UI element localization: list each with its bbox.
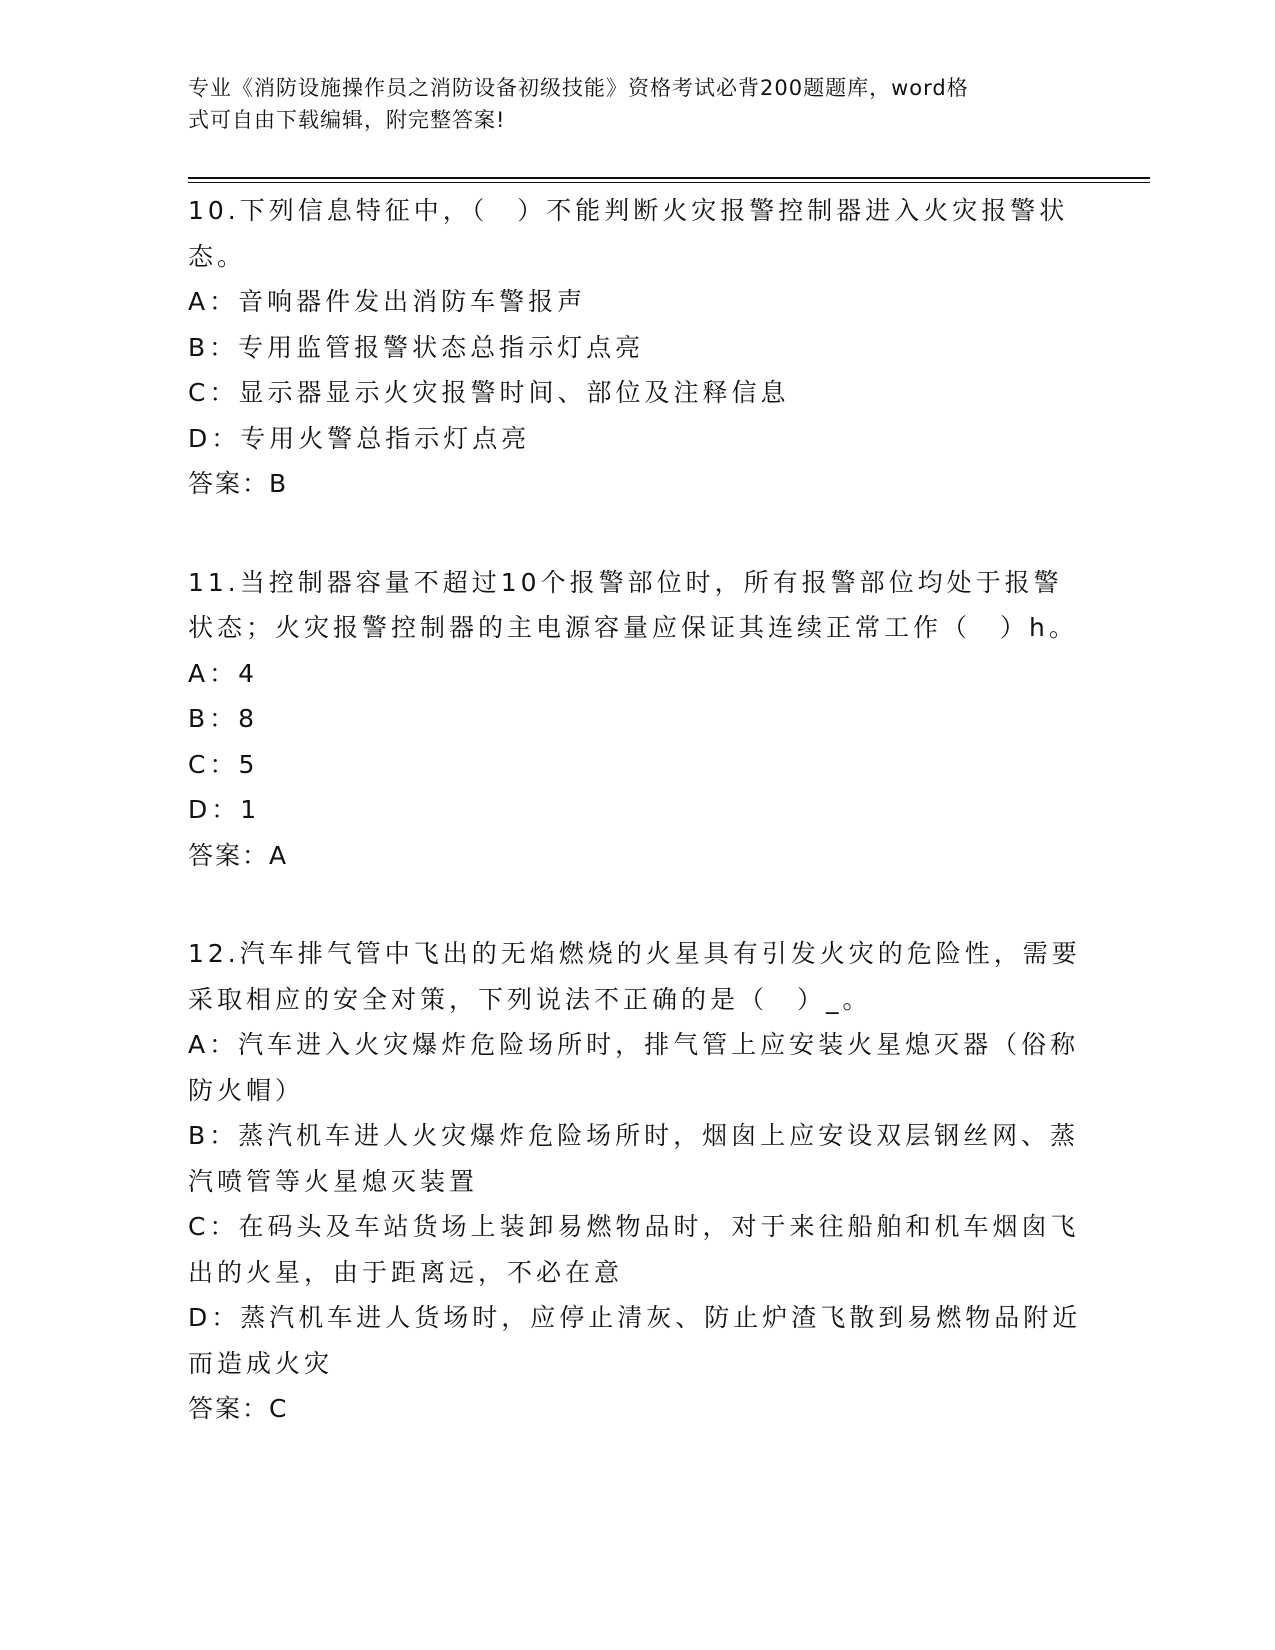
option-b: B：专用监管报警状态总指示灯点亮 xyxy=(188,332,645,362)
question-stem: 采取相应的安全对策，下列说法不正确的是（ ）_。 xyxy=(188,984,872,1014)
question-stem: 12.汽车排气管中飞出的无焰燃烧的火星具有引发火灾的危险性，需要 xyxy=(188,939,1081,968)
question-stem: 状态；火灾报警控制器的主电源容量应保证其连续正常工作（ ）h。 xyxy=(188,613,1078,642)
document-header xyxy=(188,72,1068,136)
answer-label: 答案：C xyxy=(188,1394,289,1423)
option-a-continued: 防火帽） xyxy=(188,1075,305,1105)
answer-label: 答案：B xyxy=(188,469,289,498)
header-divider-thin xyxy=(188,182,1150,183)
header-line: 专业《消防设施操作员之消防设备初级技能》资格考试必背200题题库，word格 xyxy=(188,76,969,100)
option-d: D：专用火警总指示灯点亮 xyxy=(188,423,531,453)
option-b: B：8 xyxy=(188,704,259,733)
question-stem: 10.下列信息特征中，（ ）不能判断火灾报警控制器进入火灾报警状 xyxy=(188,196,1069,225)
question-stem: 态。 xyxy=(188,241,247,271)
header-line: 式可自由下载编辑，附完整答案! xyxy=(188,108,506,132)
question-list xyxy=(188,188,1082,1485)
option-c: C：5 xyxy=(188,749,259,779)
question-stem: 11.当控制器容量不超过10个报警部位时，所有报警部位均处于报警 xyxy=(188,567,1063,597)
option-d: D：蒸汽机车进人货场时，应停止清灰、防止炉渣飞散到易燃物品附近 xyxy=(188,1303,1082,1332)
answer-label: 答案：A xyxy=(188,840,289,870)
option-c: C：在码头及车站货场上装卸易燃物品时，对于来往船舶和机车烟囱飞 xyxy=(188,1212,1080,1241)
question-item xyxy=(188,560,1078,879)
option-a: A：音响器件发出消防车警报声 xyxy=(188,287,587,316)
option-d-continued: 而造成火灾 xyxy=(188,1348,334,1378)
option-c: C：显示器显示火灾报警时间、部位及注释信息 xyxy=(188,378,790,407)
option-b-continued: 汽喷管等火星熄灭装置 xyxy=(188,1166,479,1196)
option-c-continued: 出的火星，由于距离远，不必在意 xyxy=(188,1257,624,1287)
option-a: A：4 xyxy=(188,658,259,688)
question-item xyxy=(188,931,1082,1432)
question-item xyxy=(188,188,1078,507)
option-b: B：蒸汽机车进人火灾爆炸危险场所时，烟囱上应安设双层钢丝网、蒸 xyxy=(188,1121,1080,1150)
option-d: D：1 xyxy=(188,795,261,824)
option-a: A：汽车进入火灾爆炸危险场所时，排气管上应安装火星熄灭器（俗称 xyxy=(188,1030,1080,1059)
header-divider xyxy=(188,177,1150,179)
